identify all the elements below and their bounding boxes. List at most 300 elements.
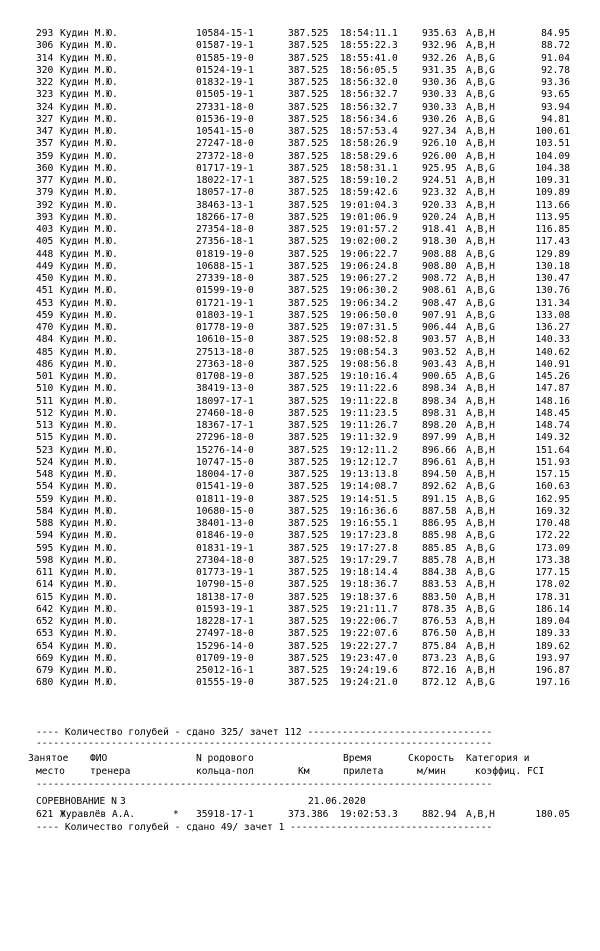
table-row [0,333,600,346]
speed-cell: 908.47 [422,297,457,309]
category-cell: A,B,H [466,358,495,370]
table-row [0,382,600,395]
coefficient-cell: 157.15 [535,469,570,480]
trainer-cell: Кудин М.Ю. [60,420,118,431]
speed-cell: 908.72 [422,273,457,284]
ring-cell: 27354-18-0 [196,224,254,235]
trainer-cell: Кудин М.Ю. [60,493,118,505]
km-cell: 387.525 [288,542,329,554]
km-cell: 387.525 [288,309,329,321]
table-row [0,260,600,273]
km-cell: 387.525 [288,248,329,260]
category-cell: A,B,G [466,77,495,88]
trainer-cell: Кудин М.Ю. [60,297,118,309]
time-cell: 19:18:36.7 [340,579,398,591]
ring-cell: 01708-19-0 [196,371,254,382]
time-cell: 19:01:57.2 [340,224,398,235]
trainer-cell: Кудин М.Ю. [60,383,118,395]
trainer-cell: Кудин М.Ю. [60,530,118,542]
table-row [0,493,600,506]
coefficient-cell: 91.04 [541,52,570,64]
coefficient-cell: 140.33 [535,334,570,346]
category-cell: A,B,G [466,89,495,101]
time-cell: 18:58:26.9 [340,138,398,150]
speed-cell: 926.10 [422,138,457,150]
ring-cell: 10541-15-0 [196,126,254,137]
table-row [0,370,600,383]
place-cell: 379 [36,187,54,199]
category-cell: A,B,H [466,591,495,603]
trainer-cell: Журавлёв А.А. [60,809,136,820]
table-row [0,480,600,493]
category-cell: A,B,G [466,162,495,174]
ring-cell: 01555-19-0 [196,677,254,689]
table-row [0,591,600,604]
category-cell: A,B,G [466,530,495,542]
km-cell: 387.525 [288,518,329,529]
trainer-cell: Кудин М.Ю. [60,162,118,174]
table-row [0,64,600,77]
trainer-cell: Кудин М.Ю. [60,211,118,223]
coefficient-cell: 169.32 [535,505,570,517]
trainer-cell: Кудин М.Ю. [60,395,118,407]
header-km: Км [298,766,310,777]
coefficient-cell: 113.66 [535,199,570,211]
mark-cell: * [173,809,179,820]
coefficient-cell: 186.14 [535,603,570,615]
coefficient-cell: 189.04 [535,616,570,627]
place-cell: 584 [36,505,54,517]
table-row [0,235,600,248]
trainer-cell: Кудин М.Ю. [60,616,118,627]
ring-cell: 01811-19-0 [196,493,254,505]
ring-cell: 10610-15-0 [196,334,254,346]
category-cell: A,B,G [466,371,495,382]
place-cell: 327 [36,113,54,125]
place-cell: 669 [36,652,54,664]
trainer-cell: Кудин М.Ю. [60,150,118,162]
place-cell: 588 [36,518,54,529]
coefficient-cell: 140.91 [535,358,570,370]
trainer-cell: Кудин М.Ю. [60,444,118,456]
category-cell: A,B,H [466,383,495,395]
speed-cell: 872.12 [422,677,457,689]
time-cell: 19:11:26.7 [340,420,398,431]
coefficient-cell: 104.38 [535,162,570,174]
speed-cell: 903.57 [422,334,457,346]
ring-cell: 27363-18-0 [196,358,254,370]
category-cell: A,B,H [466,40,495,52]
time-cell: 19:08:52.8 [340,334,398,346]
ring-cell: 27331-18-0 [196,101,254,113]
table-row [0,272,600,285]
table-row [0,358,600,371]
table-row [0,808,600,821]
place-cell: 595 [36,542,54,554]
trainer-cell: Кудин М.Ю. [60,224,118,235]
time-cell: 18:58:29.6 [340,150,398,162]
km-cell: 387.525 [288,101,329,113]
header-time-top: Время [343,753,372,764]
place-cell: 322 [36,77,54,88]
category-cell: A,B,G [466,297,495,309]
speed-cell: 885.85 [422,542,457,554]
ring-cell: 18266-17-0 [196,211,254,223]
km-cell: 387.525 [288,260,329,272]
speed-cell: 930.33 [422,89,457,101]
speed-cell: 903.43 [422,358,457,370]
ring-cell: 18228-17-1 [196,616,254,627]
header-place-top: Занятое [28,753,69,764]
speed-cell: 930.36 [422,77,457,88]
place-cell: 449 [36,260,54,272]
header-speed-bottom: м/мин [417,766,446,777]
place-cell: 485 [36,346,54,358]
km-cell: 387.525 [288,199,329,211]
time-cell: 19:02:53.3 [340,809,398,820]
trainer-cell: Кудин М.Ю. [60,407,118,419]
table-row [0,407,600,420]
header-category-top: Категория и [466,753,530,764]
ring-cell: 38419-13-0 [196,383,254,395]
table-row [0,395,600,408]
place-cell: 403 [36,224,54,235]
speed-cell: 903.52 [422,346,457,358]
time-cell: 19:06:24.8 [340,260,398,272]
time-cell: 18:59:42.6 [340,187,398,199]
category-cell: A,B,H [466,628,495,640]
coefficient-cell: 148.16 [535,395,570,407]
coefficient-cell: 109.31 [535,175,570,186]
table-row [0,444,600,457]
km-cell: 387.525 [288,126,329,137]
speed-cell: 920.33 [422,199,457,211]
category-cell: A,B,G [466,52,495,64]
km-cell: 387.525 [288,175,329,186]
ring-cell: 35918-17-1 [196,809,254,820]
category-cell: A,B,H [466,224,495,235]
summary-line-1 [0,726,493,739]
coefficient-cell: 151.93 [535,456,570,468]
table-row [0,468,600,481]
category-cell: A,B,H [466,236,495,248]
coefficient-cell: 189.33 [535,628,570,640]
place-cell: 293 [36,28,54,39]
km-cell: 373.386 [288,809,329,820]
ring-cell: 10688-15-1 [196,260,254,272]
table-row [0,101,600,114]
speed-cell: 885.98 [422,530,457,542]
coefficient-cell: 196.87 [535,665,570,676]
place-cell: 548 [36,469,54,480]
coefficient-cell: 180.05 [535,809,570,820]
trainer-cell: Кудин М.Ю. [60,567,118,578]
category-cell: A,B,H [466,505,495,517]
ring-cell: 27247-18-0 [196,138,254,150]
ring-cell: 01717-19-1 [196,162,254,174]
speed-cell: 876.53 [422,616,457,627]
speed-cell: 873.23 [422,652,457,664]
time-cell: 19:14:51.5 [340,493,398,505]
trainer-cell: Кудин М.Ю. [60,138,118,150]
place-cell: 377 [36,175,54,186]
trainer-cell: Кудин М.Ю. [60,640,118,652]
category-cell: A,B,H [466,211,495,223]
trainer-cell: Кудин М.Ю. [60,456,118,468]
trainer-cell: Кудин М.Ю. [60,432,118,444]
speed-cell: 935.63 [422,28,457,39]
speed-cell: 926.00 [422,150,457,162]
km-cell: 387.525 [288,665,329,676]
place-cell: 314 [36,52,54,64]
km-cell: 387.525 [288,567,329,578]
header-time-bottom: прилета [343,766,384,777]
time-cell: 19:06:50.0 [340,309,398,321]
place-cell: 515 [36,432,54,444]
speed-cell: 896.66 [422,444,457,456]
table-row [0,137,600,150]
category-cell: A,B,H [466,395,495,407]
table-row [0,321,600,334]
category-cell: A,B,G [466,285,495,297]
time-cell: 19:13:13.8 [340,469,398,480]
speed-cell: 908.88 [422,248,457,260]
table-row [0,554,600,567]
place-cell: 614 [36,579,54,591]
category-cell: A,B,H [466,175,495,186]
time-cell: 19:16:55.1 [340,518,398,529]
table-row [0,162,600,175]
table-row [0,52,600,65]
time-cell: 19:18:14.4 [340,567,398,578]
table-row [0,211,600,224]
place-cell: 453 [36,297,54,309]
table-row [0,456,600,469]
trainer-cell: Кудин М.Ю. [60,28,118,39]
km-cell: 387.525 [288,640,329,652]
time-cell: 19:18:37.6 [340,591,398,603]
trainer-cell: Кудин М.Ю. [60,309,118,321]
table-row [0,566,600,579]
separator-bottom: ------------------------------------------------------------------------------- [36,779,493,790]
coefficient-cell: 131.34 [535,297,570,309]
place-cell: 392 [36,199,54,211]
speed-cell: 891.15 [422,493,457,505]
time-cell: 18:57:53.4 [340,126,398,137]
ring-cell: 01505-19-1 [196,89,254,101]
km-cell: 387.525 [288,432,329,444]
place-cell: 393 [36,211,54,223]
speed-cell: 918.30 [422,236,457,248]
speed-cell: 872.16 [422,665,457,676]
speed-cell: 907.91 [422,309,457,321]
place-cell: 323 [36,89,54,101]
trainer-cell: Кудин М.Ю. [60,554,118,566]
coefficient-cell: 147.87 [535,383,570,395]
table-row [0,76,600,89]
trainer-cell: Кудин М.Ю. [60,542,118,554]
summary-line-2 [0,821,493,834]
time-cell: 18:56:34.6 [340,113,398,125]
category-cell: A,B,H [466,126,495,137]
header-ring-top: N родового [196,753,254,764]
trainer-cell: Кудин М.Ю. [60,126,118,137]
coefficient-cell: 93.94 [541,101,570,113]
coefficient-cell: 136.27 [535,322,570,333]
km-cell: 387.525 [288,334,329,346]
speed-cell: 876.50 [422,628,457,640]
ring-cell: 01773-19-1 [196,567,254,578]
ring-cell: 01585-19-0 [196,52,254,64]
table-row [0,419,600,432]
speed-cell: 882.94 [422,809,457,820]
ring-cell: 10584-15-1 [196,28,254,39]
ring-cell: 01587-19-1 [196,40,254,52]
coefficient-cell: 104.09 [535,150,570,162]
speed-cell: 898.31 [422,407,457,419]
table-row [0,529,600,542]
speed-cell: 930.33 [422,101,457,113]
ring-cell: 01846-19-0 [196,530,254,542]
trainer-cell: Кудин М.Ю. [60,40,118,52]
time-cell: 19:11:23.5 [340,407,398,419]
speed-cell: 887.58 [422,505,457,517]
header-speed-top: Скорость [408,753,455,764]
coefficient-cell: 189.62 [535,640,570,652]
column-headers-top [0,752,600,765]
trainer-cell: Кудин М.Ю. [60,603,118,615]
competition-label: СОРЕВНОВАНИЕ N [36,796,117,807]
time-cell: 19:24:21.0 [340,677,398,689]
time-cell: 19:01:04.3 [340,199,398,211]
trainer-cell: Кудин М.Ю. [60,248,118,260]
category-cell: A,B,H [466,407,495,419]
header-ring-bottom: кольца-пол [196,766,254,777]
place-cell: 450 [36,273,54,284]
place-cell: 451 [36,285,54,297]
speed-cell: 931.35 [422,64,457,76]
km-cell: 387.525 [288,64,329,76]
category-cell: A,B,H [466,273,495,284]
trainer-cell: Кудин М.Ю. [60,346,118,358]
speed-cell: 898.34 [422,383,457,395]
km-cell: 387.525 [288,285,329,297]
km-cell: 387.525 [288,322,329,333]
km-cell: 387.525 [288,383,329,395]
speed-cell: 932.26 [422,52,457,64]
table-row [0,174,600,187]
time-cell: 19:14:08.7 [340,481,398,493]
trainer-cell: Кудин М.Ю. [60,469,118,480]
ring-cell: 15276-14-0 [196,444,254,456]
table-row [0,223,600,236]
km-cell: 387.525 [288,236,329,248]
table-row [0,627,600,640]
km-cell: 387.525 [288,297,329,309]
speed-cell: 908.61 [422,285,457,297]
trainer-cell: Кудин М.Ю. [60,322,118,333]
category-cell: A,B,G [466,603,495,615]
place-cell: 459 [36,309,54,321]
ring-cell: 10747-15-0 [196,456,254,468]
trainer-cell: Кудин М.Ю. [60,187,118,199]
time-cell: 19:17:23.8 [340,530,398,542]
category-cell: A,B,H [466,432,495,444]
category-cell: A,B,H [466,616,495,627]
place-cell: 559 [36,493,54,505]
time-cell: 19:17:27.8 [340,542,398,554]
table-row [0,248,600,261]
category-cell: A,B,H [466,260,495,272]
km-cell: 387.525 [288,677,329,689]
place-cell: 405 [36,236,54,248]
place-cell: 324 [36,101,54,113]
trainer-cell: Кудин М.Ю. [60,579,118,591]
category-cell: A,B,H [466,554,495,566]
trainer-cell: Кудин М.Ю. [60,199,118,211]
coefficient-cell: 94.81 [541,113,570,125]
coefficient-cell: 178.31 [535,591,570,603]
trainer-cell: Кудин М.Ю. [60,665,118,676]
table-row [0,297,600,310]
km-cell: 387.525 [288,150,329,162]
ring-cell: 27339-18-0 [196,273,254,284]
time-cell: 18:56:32.7 [340,89,398,101]
place-cell: 360 [36,162,54,174]
coefficient-cell: 93.65 [541,89,570,101]
time-cell: 19:23:47.0 [340,652,398,664]
category-cell: A,B,G [466,113,495,125]
place-cell: 347 [36,126,54,137]
coefficient-cell: 100.61 [535,126,570,137]
coefficient-cell: 148.74 [535,420,570,431]
km-cell: 387.525 [288,211,329,223]
km-cell: 387.525 [288,358,329,370]
km-cell: 387.525 [288,579,329,591]
category-cell: A,B,H [466,101,495,113]
km-cell: 387.525 [288,273,329,284]
speed-cell: 885.78 [422,554,457,566]
time-cell: 18:54:11.1 [340,28,398,39]
speed-cell: 875.84 [422,640,457,652]
time-cell: 19:21:11.7 [340,603,398,615]
column-headers-bottom [0,765,600,778]
coefficient-cell: 130.47 [535,273,570,284]
table-row [0,186,600,199]
coefficient-cell: 145.26 [535,371,570,382]
time-cell: 19:08:56.8 [340,358,398,370]
time-cell: 19:11:32.9 [340,432,398,444]
place-cell: 359 [36,150,54,162]
km-cell: 387.525 [288,89,329,101]
trainer-cell: Кудин М.Ю. [60,334,118,346]
table-row [0,664,600,677]
km-cell: 387.525 [288,444,329,456]
speed-cell: 920.24 [422,211,457,223]
place-cell: 448 [36,248,54,260]
ring-cell: 27296-18-0 [196,432,254,444]
place-cell: 654 [36,640,54,652]
trainer-cell: Кудин М.Ю. [60,652,118,664]
table-row [0,615,600,628]
km-cell: 387.525 [288,346,329,358]
trainer-cell: Кудин М.Ю. [60,113,118,125]
coefficient-cell: 148.45 [535,407,570,419]
table-row [0,578,600,591]
speed-cell: 924.51 [422,175,457,186]
time-cell: 19:11:22.8 [340,395,398,407]
place-cell: 470 [36,322,54,333]
